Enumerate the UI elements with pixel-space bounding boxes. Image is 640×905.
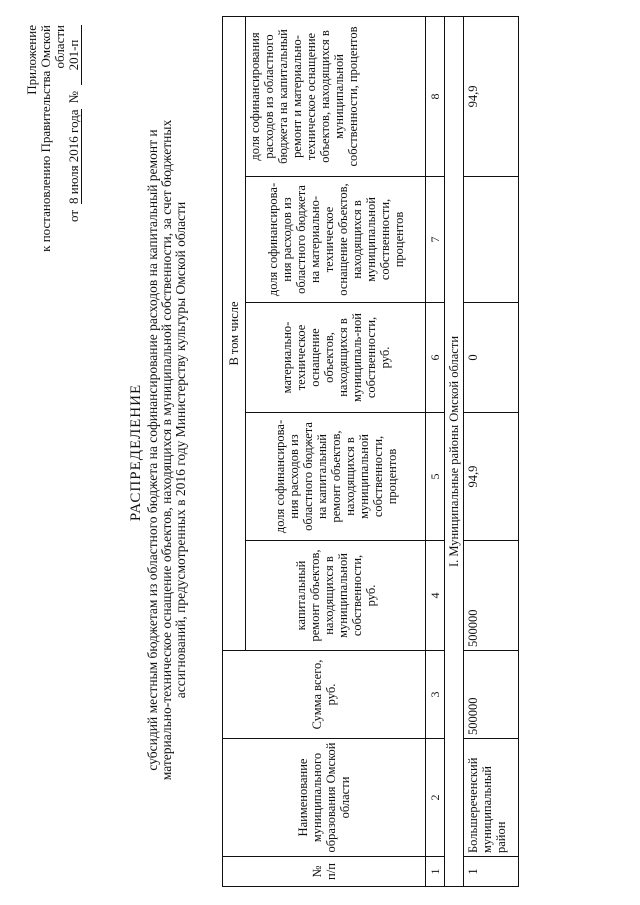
header-number: № п/п xyxy=(223,857,426,887)
row-combined-share: 94,9 xyxy=(464,16,519,176)
column-number: 2 xyxy=(426,739,445,857)
appendix-date-line xyxy=(67,25,82,255)
appendix-block xyxy=(25,25,82,255)
from-label: от xyxy=(66,210,81,223)
section-row xyxy=(445,16,464,886)
header-row-1 xyxy=(223,16,246,886)
header-equipment: материально-техническое оснащение объектов, находящихся в муниципаль-ной собственности, руб. xyxy=(246,303,426,413)
table-row xyxy=(464,16,519,886)
row-equipment: 0 xyxy=(464,303,519,413)
column-number: 8 xyxy=(426,16,445,176)
row-repair-share: 94,9 xyxy=(464,413,519,541)
header-equipment-share: доля софинансирова-ния расходов из областного бюджета на материально-техническое оснащение объектов, находящихся в муниципальной собственности, процентов xyxy=(246,177,426,303)
row-equipment-share xyxy=(464,177,519,303)
header-repair-share: доля софинансирова-ния расходов из областного бюджета на капитальный ремонт объектов, находящихся в муниципальной собственности, процентов xyxy=(246,413,426,541)
column-number: 7 xyxy=(426,177,445,303)
number-label: № xyxy=(66,91,81,104)
section-heading: I. Муниципальные районы Омской области xyxy=(445,16,464,886)
column-number: 6 xyxy=(426,303,445,413)
document-title: РАСПРЕДЕЛЕНИЕ xyxy=(128,383,144,522)
header-total: Сумма всего, руб. xyxy=(223,651,426,739)
resolution-number: 201-п xyxy=(67,25,82,85)
header-municipality: Наименование муниципального образования Омской области xyxy=(223,739,426,857)
appendix-label: Приложение xyxy=(24,25,39,95)
row-number: 1 xyxy=(464,857,519,887)
distribution-table xyxy=(222,16,519,887)
row-total: 500000 xyxy=(464,651,519,739)
column-number: 5 xyxy=(426,413,445,541)
appendix-resolution: к постановлению Правительства Омской области xyxy=(38,25,67,252)
column-number: 4 xyxy=(426,541,445,651)
column-numbers-row xyxy=(426,16,445,886)
header-group-including: В том числе xyxy=(223,16,246,650)
row-municipality: Большереченский муниципальный район xyxy=(464,739,519,857)
column-number: 1 xyxy=(426,857,445,887)
row-repair: 500000 xyxy=(464,541,519,651)
header-combined-share: доля софинансирования расходов из областного бюджета на капитальный ремонт и материально-техническое оснащение объектов, находящихся в муниципальной собственности, процентов xyxy=(246,16,426,176)
header-repair: капитальный ремонт объектов, находящихся в муниципальной собственности, руб. xyxy=(246,541,426,651)
document-subtitle: субсидий местным бюджетам из областного бюджета на софинансирование расходов на капитальный ремонт и материально-техническое оснащение объектов, находящихся в муниципальной собственности, за счет бюджетных ассигнований, предусмотренных в 2016 году Министерству культуры Омской области xyxy=(145,119,188,781)
resolution-date: 8 июля 2016 года xyxy=(66,109,81,204)
column-number: 3 xyxy=(426,651,445,739)
